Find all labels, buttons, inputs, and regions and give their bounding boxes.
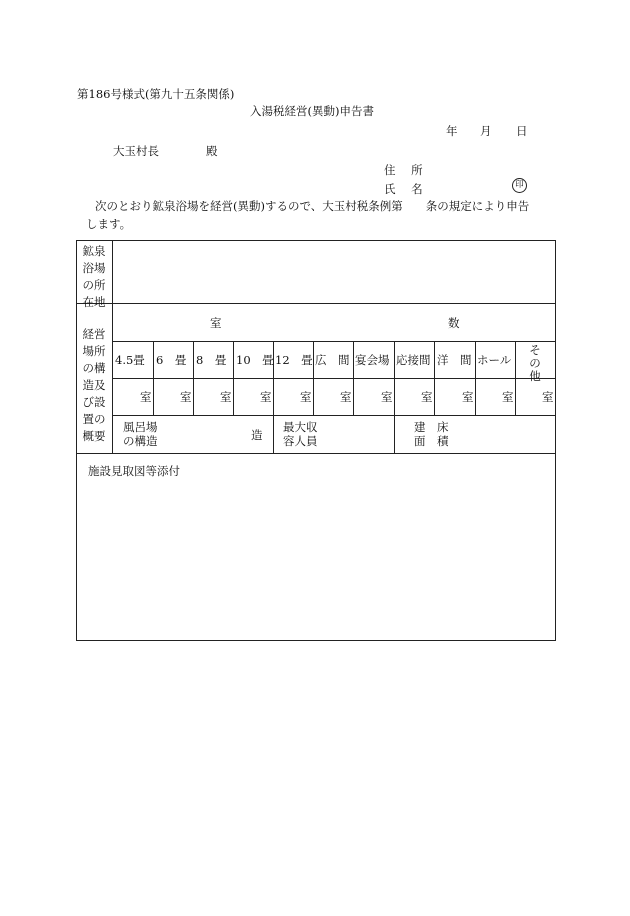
room-type-other: その他 <box>529 343 541 383</box>
structure-label: 経営 場所 の構 造及 び設 置の 概要 <box>82 327 106 443</box>
room-type-hall: ホール <box>477 353 512 367</box>
room-unit: 室 <box>260 390 272 404</box>
room-unit: 室 <box>462 390 474 404</box>
table-line <box>313 341 314 415</box>
room-type-banquet: 宴会場 <box>355 353 390 367</box>
table-line <box>233 341 234 415</box>
table-line <box>475 341 476 415</box>
table-line <box>353 341 354 415</box>
rooms-header-right: 数 <box>448 316 460 330</box>
room-type-12: 12 畳 <box>275 353 313 367</box>
room-unit: 室 <box>340 390 352 404</box>
room-type-hiroma: 広 間 <box>315 353 350 367</box>
attachment-note: 施設見取図等添付 <box>88 464 180 478</box>
room-type-6: 6 畳 <box>156 353 187 367</box>
room-unit: 室 <box>140 390 152 404</box>
room-unit: 室 <box>300 390 312 404</box>
declaration-line1: 次のとおり鉱泉浴場を経営(異動)するので、大玉村税条例第 条の規定により申告 <box>95 199 530 213</box>
room-type-reception: 応接間 <box>396 353 431 367</box>
date-year: 年 <box>446 124 458 138</box>
bath-structure-suffix: 造 <box>251 428 263 442</box>
table-line <box>112 341 556 342</box>
room-type-10: 10 畳 <box>236 353 274 367</box>
rooms-header-left: 室 <box>210 316 222 330</box>
table-line <box>153 341 154 415</box>
date-month: 月 <box>480 124 492 138</box>
addressee-honorific: 殿 <box>206 144 218 158</box>
floor-area-label: 建 床 面 積 <box>414 420 449 448</box>
room-unit: 室 <box>421 390 433 404</box>
room-unit: 室 <box>381 390 393 404</box>
table-line <box>515 341 516 415</box>
seal-label: 印 <box>515 180 524 190</box>
room-type-8: 8 畳 <box>196 353 227 367</box>
name-label: 氏 名 <box>384 182 429 196</box>
date-day: 日 <box>516 124 528 138</box>
table-line <box>76 453 556 454</box>
declaration-line2: します。 <box>86 217 132 231</box>
seal-mark <box>512 178 527 193</box>
bath-structure-label: 風呂場 の構造 <box>123 420 158 448</box>
room-unit: 室 <box>502 390 514 404</box>
table-line <box>112 378 556 379</box>
table-line <box>76 303 556 304</box>
addressee-name: 大玉村長 <box>113 144 159 158</box>
location-label: 鉱泉 浴場 の所 在地 <box>82 244 106 309</box>
room-unit: 室 <box>542 390 554 404</box>
room-type-4-5: 4.5畳 <box>115 353 145 367</box>
table-line <box>112 240 113 453</box>
address-label: 住 所 <box>384 163 429 177</box>
room-unit: 室 <box>220 390 232 404</box>
room-type-western: 洋 間 <box>437 353 472 367</box>
capacity-label: 最大収 容人員 <box>283 420 318 448</box>
room-unit: 室 <box>180 390 192 404</box>
table-line <box>193 341 194 415</box>
form-number: 第186号様式(第九十五条関係) <box>77 87 235 101</box>
table-line <box>112 415 556 416</box>
page-title: 入湯税経営(異動)申告書 <box>250 104 374 118</box>
table-line <box>434 341 435 415</box>
table-line <box>394 341 395 453</box>
